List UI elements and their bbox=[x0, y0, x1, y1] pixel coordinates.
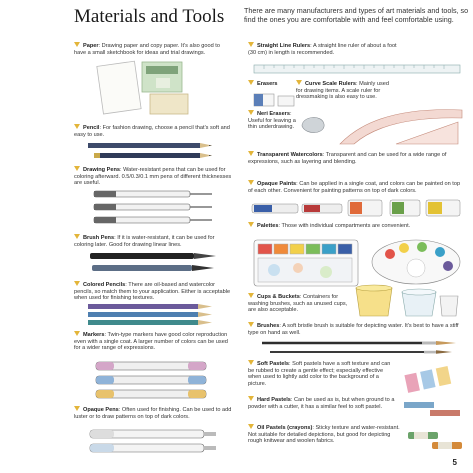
hard-pastels-illustration bbox=[400, 398, 468, 420]
cups-buckets-illustration bbox=[352, 282, 462, 320]
page-number: 5 bbox=[452, 458, 457, 467]
entry-name: Drawing Pens bbox=[83, 167, 120, 173]
entry-pencil: Pencil: For fashion drawing, choose a pencil that's soft and easy to use. bbox=[74, 125, 230, 138]
bullet-triangle-icon bbox=[248, 322, 254, 327]
entry-soft-pastels: Soft Pastels: Soft pastels have a soft texture and can be rubbed to create a gentle effect; especially effective when used to lightly add color to the background of a picture. bbox=[248, 361, 391, 387]
entry-opaque-pens: Opaque Pens: Often used for finishing. Can be used to add luster or to draw patterns on top of dark colors. bbox=[74, 407, 232, 420]
entry-paper: Paper: Drawing paper and copy paper. It's also good to have a small sketchbook for ideas and trial drawings. bbox=[74, 43, 220, 56]
bullet-triangle-icon bbox=[248, 151, 254, 156]
entry-text: Those with individual compartments are convenient. bbox=[281, 223, 411, 229]
entry-brushes: Brushes: A soft bristle brush is suitable for depicting water. It's best to have a stiff type on hand as well. bbox=[248, 323, 459, 336]
bullet-triangle-icon bbox=[74, 42, 80, 47]
bullet-triangle-icon bbox=[248, 222, 254, 227]
entry-name: Hard Pastels bbox=[257, 397, 291, 403]
brushes-illustration bbox=[252, 338, 464, 360]
bullet-triangle-icon bbox=[296, 80, 302, 85]
entry-text: Water-resistant pens that can be used for coloring afterward. 0.5/0.3/0.1 mm pens of different thicknesses are useful. bbox=[74, 167, 232, 187]
transparent-watercolors-illustration bbox=[250, 196, 464, 220]
bullet-triangle-icon bbox=[248, 424, 254, 429]
bullet-triangle-icon bbox=[74, 331, 80, 336]
entry-name: Opaque Paints bbox=[257, 181, 297, 187]
entry-neri-erasers: Neri Erasers: Useful for leaving a thin underdrawing. bbox=[248, 111, 296, 131]
entry-name: Curve Scale Rulers bbox=[305, 81, 356, 87]
entry-name: Neri Erasers bbox=[257, 111, 290, 117]
bullet-triangle-icon bbox=[74, 124, 80, 129]
pencil-illustration bbox=[82, 138, 232, 164]
entry-text: A soft bristle brush is suitable for depicting water. It's best to have a stiff type on hand as well. bbox=[248, 323, 459, 336]
entry-text: Twin-type markers have good color reproduction even with a single coat. A larger number of colors can be used for a wider range of expressions. bbox=[74, 332, 228, 352]
entry-palettes: Palettes: Those with individual compartments are convenient. bbox=[248, 222, 448, 230]
markers-illustration bbox=[82, 358, 232, 404]
entry-colored-pencils: Colored Pencils: There are oil-based and watercolor pencils, so match them to your application. Either is acceptable when used for finishing textures. bbox=[74, 282, 231, 302]
page-title: Materials and Tools bbox=[74, 6, 225, 27]
entry-name: Straight Line Rulers bbox=[257, 43, 311, 49]
entry-name: Erasers bbox=[257, 81, 278, 87]
bullet-triangle-icon bbox=[248, 360, 254, 365]
opaque-pens-illustration bbox=[82, 426, 232, 460]
erasers-illustration bbox=[252, 90, 298, 110]
entry-markers: Markers: Twin-type markers have good color reproduction even with a single coat. A larger number of colors can be used for a wider range of expressions. bbox=[74, 332, 228, 352]
entry-text: Containers for washing brushes, such as unused cups, are also acceptable. bbox=[248, 294, 348, 314]
entry-text: Mainly used for drawing items. A scale ruler for dressmaking is also easy to use. bbox=[296, 81, 389, 101]
paper-illustration bbox=[86, 58, 198, 118]
entry-name: Transparent Watercolors bbox=[257, 152, 323, 158]
entry-text: Drawing paper and copy paper. It's also good to have a small sketchbook for ideas and trial drawings. bbox=[74, 43, 220, 56]
bullet-triangle-icon bbox=[248, 42, 254, 47]
entry-name: Brush Pens bbox=[83, 235, 115, 241]
brush-pens-illustration bbox=[82, 248, 232, 278]
entry-transparent-watercolors: Transparent Watercolors: Transparent and can be used for a wide range of expressions, such as layering and blending. bbox=[248, 152, 447, 165]
entry-text: For fashion drawing, choose a pencil that's soft and easy to use. bbox=[74, 125, 230, 138]
entry-text: Can be used as is, but when ground to a powder with a cutter, it has a similar feel to soft pastel. bbox=[248, 397, 395, 410]
entry-name: Cups & Buckets bbox=[257, 294, 300, 300]
bullet-triangle-icon bbox=[248, 180, 254, 185]
entry-text: A straight line ruler of about a foot (30 cm) in length is recommended. bbox=[248, 43, 397, 56]
bullet-triangle-icon bbox=[74, 281, 80, 286]
entry-opaque-paints: Opaque Paints: Can be applied in a single coat, and colors can be painted on top of each other. Convenient for painting patterns on top of dark colors. bbox=[248, 181, 461, 194]
bullet-triangle-icon bbox=[248, 293, 254, 298]
entry-name: Paper bbox=[83, 43, 99, 49]
curve-ruler-illustration bbox=[336, 104, 466, 148]
intro-text: There are many manufacturers and types of art materials and tools, so find the ones you are comfortable with and feel comfortable using. bbox=[244, 6, 469, 24]
entry-curve-rulers: Curve Scale Rulers: Mainly used for drawing items. A scale ruler for dressmaking is also easy to use. bbox=[296, 81, 389, 101]
entry-text: Sticky texture and water-resistant. Not suitable for detailed depictions, but good for depicting rough knitwear and woolen fabrics. bbox=[248, 425, 400, 445]
entry-hard-pastels: Hard Pastels: Can be used as is, but when ground to a powder with a cutter, it has a similar feel to soft pastel. bbox=[248, 397, 395, 410]
entry-name: Markers bbox=[83, 332, 105, 338]
entry-name: Pencil bbox=[83, 125, 100, 131]
bullet-triangle-icon bbox=[248, 396, 254, 401]
entry-text: Soft pastels have a soft texture and can be rubbed to create a gentle effect; especially effective when used to lightly add color to the background of a picture. bbox=[248, 361, 391, 387]
entry-brush-pens: Brush Pens: If it is water-resistant, it can be used for coloring later. Good for drawing linear lines. bbox=[74, 235, 215, 248]
entry-text: If it is water-resistant, it can be used for coloring later. Good for drawing linear lines. bbox=[74, 235, 215, 248]
bullet-triangle-icon bbox=[248, 80, 254, 85]
bullet-triangle-icon bbox=[74, 234, 80, 239]
entry-erasers bbox=[248, 80, 298, 88]
entry-name: Opaque Pens bbox=[83, 407, 119, 413]
entry-straight-rulers: Straight Line Rulers: A straight line ruler of about a foot (30 cm) in length is recommended. bbox=[248, 43, 397, 56]
entry-text: Transparent and can be used for a wide range of expressions, such as layering and blending. bbox=[248, 152, 447, 165]
entry-oil-pastels: Oil Pastels (crayons): Sticky texture and water-resistant. Not suitable for detailed depictions, but good for depicting rough knitwear and woolen fabrics. bbox=[248, 425, 400, 445]
entry-name: Oil Pastels (crayons) bbox=[257, 425, 313, 431]
entry-cups-buckets: Cups & Buckets: Containers for washing brushes, such as unused cups, are also acceptable. bbox=[248, 294, 348, 314]
entry-text: Can be applied in a single coat, and colors can be painted on top of each other. Convenient for painting patterns on top of dark colors. bbox=[248, 181, 461, 194]
straight-ruler-illustration bbox=[252, 62, 464, 76]
colored-pencils-illustration bbox=[82, 301, 232, 327]
bullet-triangle-icon bbox=[248, 110, 254, 115]
bullet-triangle-icon bbox=[74, 166, 80, 171]
entry-text: Often used for finishing. Can be used to add luster or to draw patterns on top of dark colors. bbox=[74, 407, 232, 420]
entry-drawing-pens: Drawing Pens: Water-resistant pens that can be used for coloring afterward. 0.5/0.3/0.1 mm pens of different thicknesses are useful. bbox=[74, 167, 232, 187]
entry-text: There are oil-based and watercolor pencils, so match them to your application. Either is acceptable when used for finishing textures. bbox=[74, 282, 231, 302]
entry-name: Soft Pastels bbox=[257, 361, 290, 367]
neri-eraser-illustration bbox=[298, 112, 328, 138]
entry-name: Colored Pencils bbox=[83, 282, 126, 288]
bullet-triangle-icon bbox=[74, 406, 80, 411]
entry-name: Brushes bbox=[257, 323, 280, 329]
entry-name: Palettes bbox=[257, 223, 279, 229]
entry-text: Useful for leaving a thin underdrawing. bbox=[248, 117, 296, 131]
drawing-pens-illustration bbox=[86, 188, 230, 230]
soft-pastels-illustration bbox=[400, 366, 468, 394]
oil-pastels-illustration bbox=[404, 428, 468, 454]
